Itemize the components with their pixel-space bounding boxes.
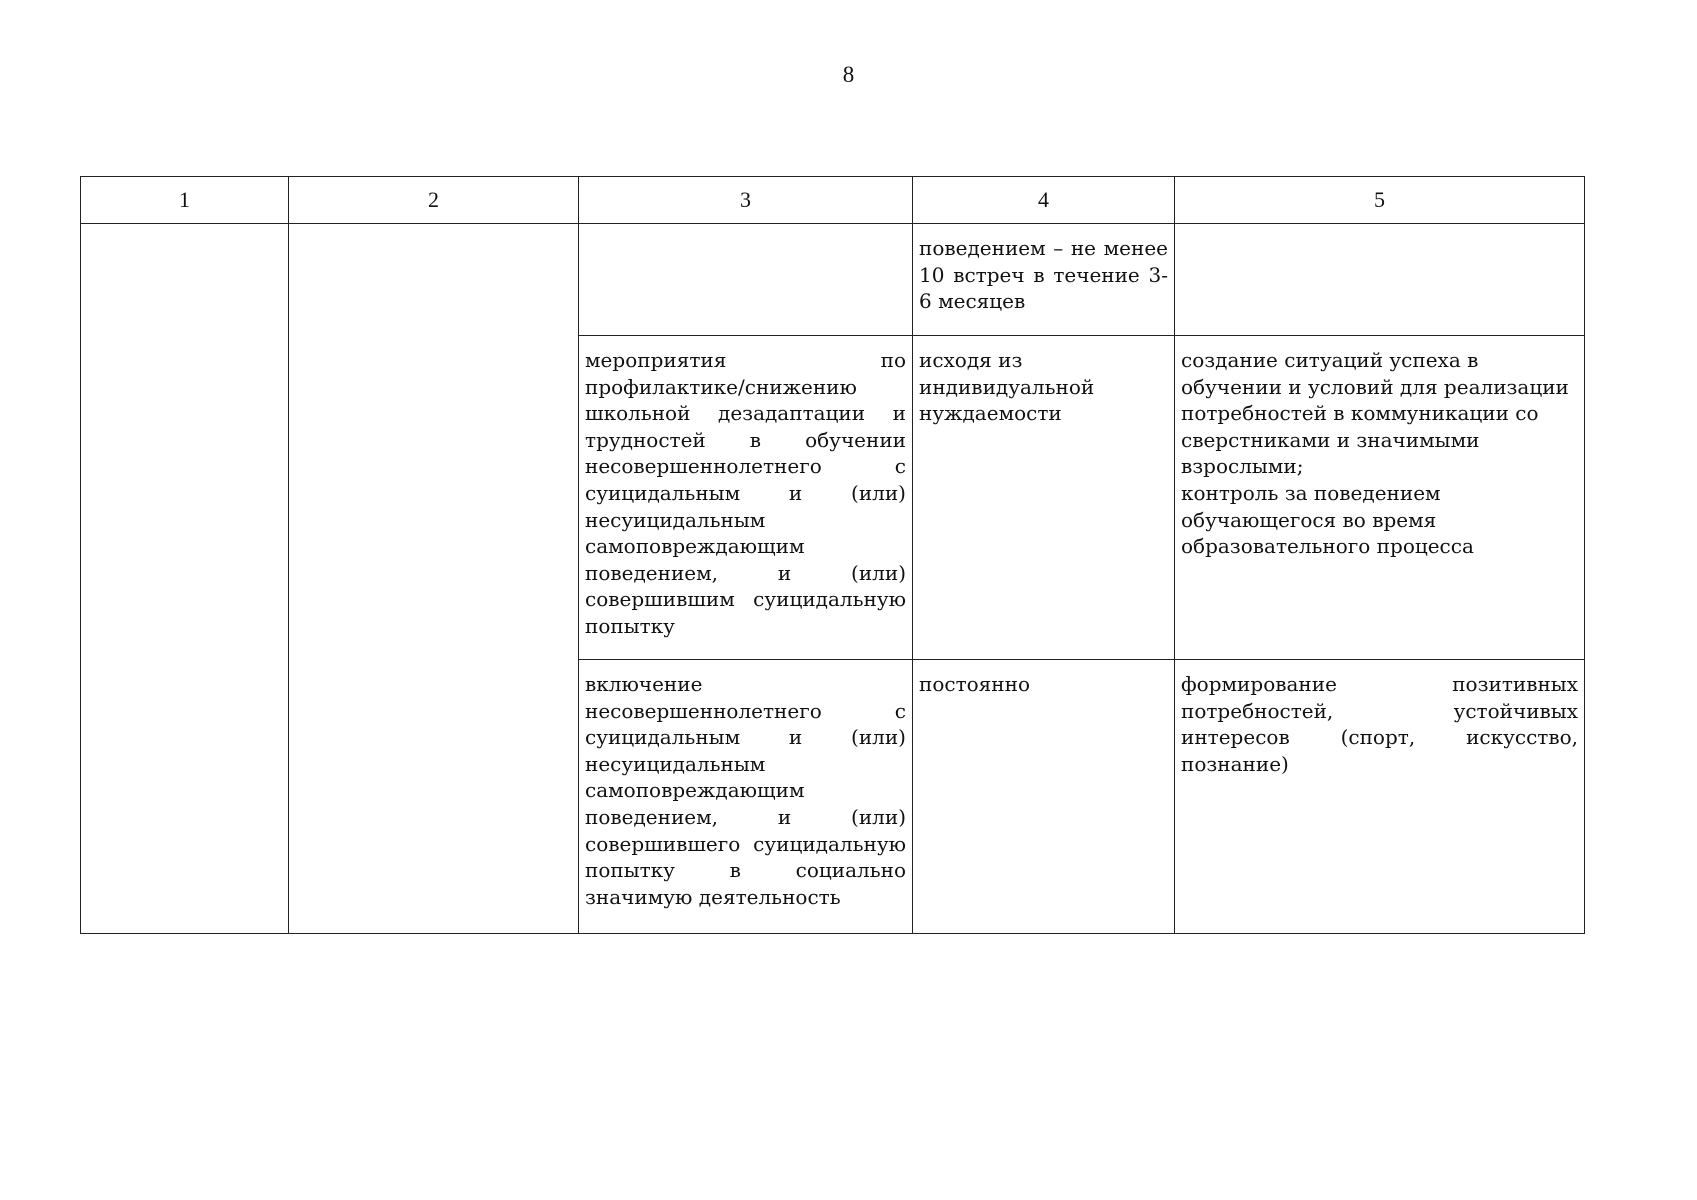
cell-activity [579,224,913,336]
cell-result [1175,336,1585,660]
column-header-2: 2 [289,177,579,224]
table-row [81,224,1585,336]
cell-activity: мероприятия по профилактике/снижению школьной дезадаптации и трудностей в обучении несовершеннолетнего с суицидальным и (или) несуицидальным самоповреждающим поведением, и (или) совершившим суицидальную попытку [579,336,913,660]
page-number: 8 [842,62,855,87]
cell-timing: исходя из индивидуальной нуждаемости [913,336,1175,660]
plan-table [80,176,1585,934]
cell-timing: постоянно [913,660,1175,934]
cell-col2-merged [289,224,579,934]
result-line: создание ситуаций успеха в обучении и условий для реализации потребностей в коммуникации со сверстниками и значимыми взрослыми; [1181,348,1569,479]
column-header-3: 3 [579,177,913,224]
cell-col1-merged [81,224,289,934]
cell-activity: включение несовершеннолетнего с суицидальным и (или) несуицидальным самоповреждающим поведением, и (или) совершившего суицидальную попытку в социально значимую деятельность [579,660,913,934]
table-header-row [81,177,1585,224]
result-line: контроль за поведением обучающегося во время образовательного процесса [1181,480,1474,559]
column-header-4: 4 [913,177,1175,224]
cell-result: формирование позитивных потребностей, устойчивых интересов (спорт, искусство, познание) [1175,660,1585,934]
cell-result [1175,224,1585,336]
column-header-1: 1 [81,177,289,224]
cell-timing: поведением – не менее 10 встреч в течение 3-6 месяцев [913,224,1175,336]
column-header-5: 5 [1175,177,1585,224]
